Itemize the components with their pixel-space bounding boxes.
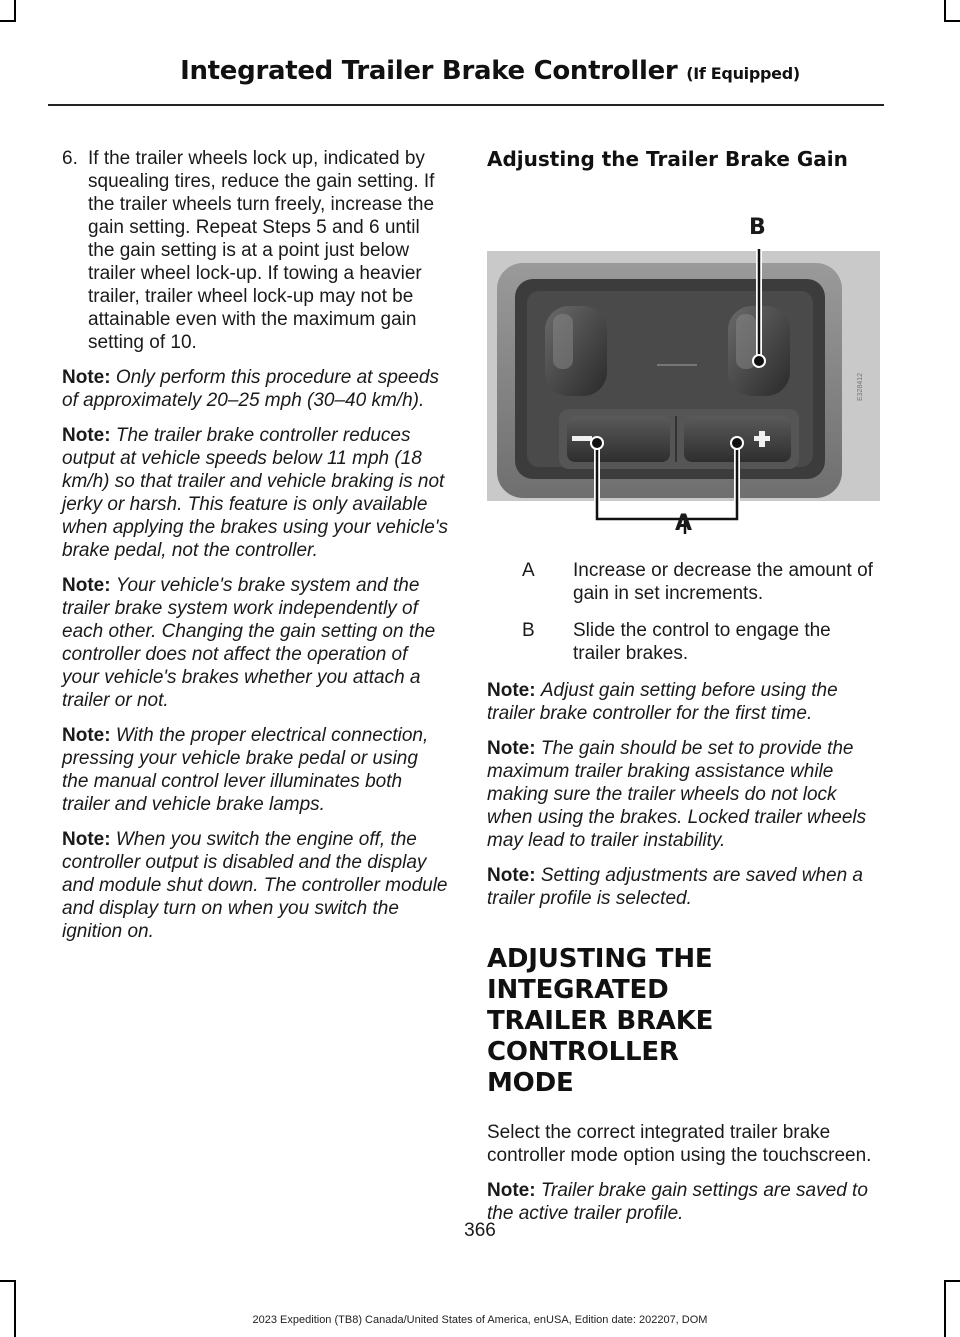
note-text: With the proper electrical connection, pressing your vehicle brake pedal or using the manual control lever illuminates both trailer and vehicle brake lamps. [62,725,429,815]
note-label: Note: [487,1180,536,1201]
section-heading-line: MODE [487,1068,574,1098]
trailer-brake-controller-figure [487,211,880,541]
legend-key: A [522,560,535,581]
section-heading-line: ADJUSTING THE INTEGRATED [487,944,713,1005]
crop-mark [944,20,960,22]
note [487,679,880,725]
page-header [140,56,840,86]
section-paragraph: Select the correct integrated trailer brake controller mode option using the touchscreen. [487,1122,872,1166]
header-title: Integrated Trailer Brake Controller [180,56,678,86]
note-text: Only perform this procedure at speeds of approximately 20–25 mph (30–40 km/h). [62,367,440,411]
note-label: Note: [62,575,111,596]
note-text: Your vehicle's brake system and the trailer brake system work independently of each other. Changing the gain setting on the controller does not affect the operation of your vehicle's brakes whether you attach a trailer or not. [62,575,436,711]
step-number: 6. [62,148,78,169]
note-label: Note: [487,865,536,886]
legend-text: Slide the control to engage the trailer brakes. [573,620,831,664]
page-number: 366 [464,1220,496,1241]
note [487,864,880,910]
legend-row [487,559,880,605]
procedure-step [62,147,448,354]
figure-legend [487,559,880,665]
note [62,424,448,562]
page-footer: 2023 Expedition (TB8) Canada/United States of America, enUSA, Edition date: 202207, DOM [252,1314,708,1326]
section-heading-line: TRAILER BRAKE CONTROLLER [487,1006,714,1067]
note-label: Note: [62,725,111,746]
legend-row [487,619,880,665]
note-label: Note: [62,829,111,850]
crop-mark [0,20,16,22]
figure-title: Adjusting the Trailer Brake Gain [487,147,848,171]
note-label: Note: [62,425,111,446]
controller-illustration [487,211,880,541]
minus-icon [572,436,592,441]
legend-key: B [522,620,535,641]
crop-mark [944,1280,946,1337]
note [487,737,880,852]
callout-a-label: A [675,511,693,536]
right-column [487,147,880,1225]
note-label: Note: [487,680,536,701]
header-subtitle: (If Equipped) [686,64,800,83]
note-text: Adjust gain setting before using the trailer brake controller for the first time. [487,680,838,724]
note [62,574,448,712]
note-text: Setting adjustments are saved when a trailer profile is selected. [487,865,863,909]
note-text: When you switch the engine off, the controller output is disabled and the display and module shut down. The controller module and display turn on when you switch the ignition on. [62,829,448,942]
note-text: The gain should be set to provide the maximum trailer braking assistance while making sure the trailer wheels do not lock when using the brakes. Locked trailer wheels may lead to trailer instability. [487,738,867,851]
crop-mark [14,1280,16,1337]
note [62,828,448,943]
crop-mark [14,0,16,22]
crop-mark [944,1280,960,1282]
note-label: Note: [487,738,536,759]
note-text: Trailer brake gain settings are saved to the active trailer profile. [487,1180,868,1224]
callout-b-label: B [749,215,766,240]
header-divider [48,104,884,106]
note [487,1179,880,1225]
crop-mark [944,0,946,22]
note-text: The trailer brake controller reduces output at vehicle speeds below 11 mph (18 km/h) so that trailer and vehicle braking is not jerky or harsh. This feature is only available when applying the brakes using your vehicle's brake pedal, not the controller. [62,425,448,561]
section-heading [487,944,880,1099]
left-column [62,147,448,943]
note-label: Note: [62,367,111,388]
legend-text: Increase or decrease the amount of gain in set increments. [573,560,873,604]
note [62,366,448,412]
note [62,724,448,816]
step-text: If the trailer wheels lock up, indicated by squealing tires, reduce the gain setting. If the trailer wheels turn freely, increase the gain setting. Repeat Steps 5 and 6 until the gain setting is at a point just below trailer wheel lock-up. If towing a heavier trailer, trailer wheel lock-up may not be attainable even with the maximum gain setting of 10. [88,148,435,353]
crop-mark [0,1280,16,1282]
image-code: E328412 [857,372,864,401]
